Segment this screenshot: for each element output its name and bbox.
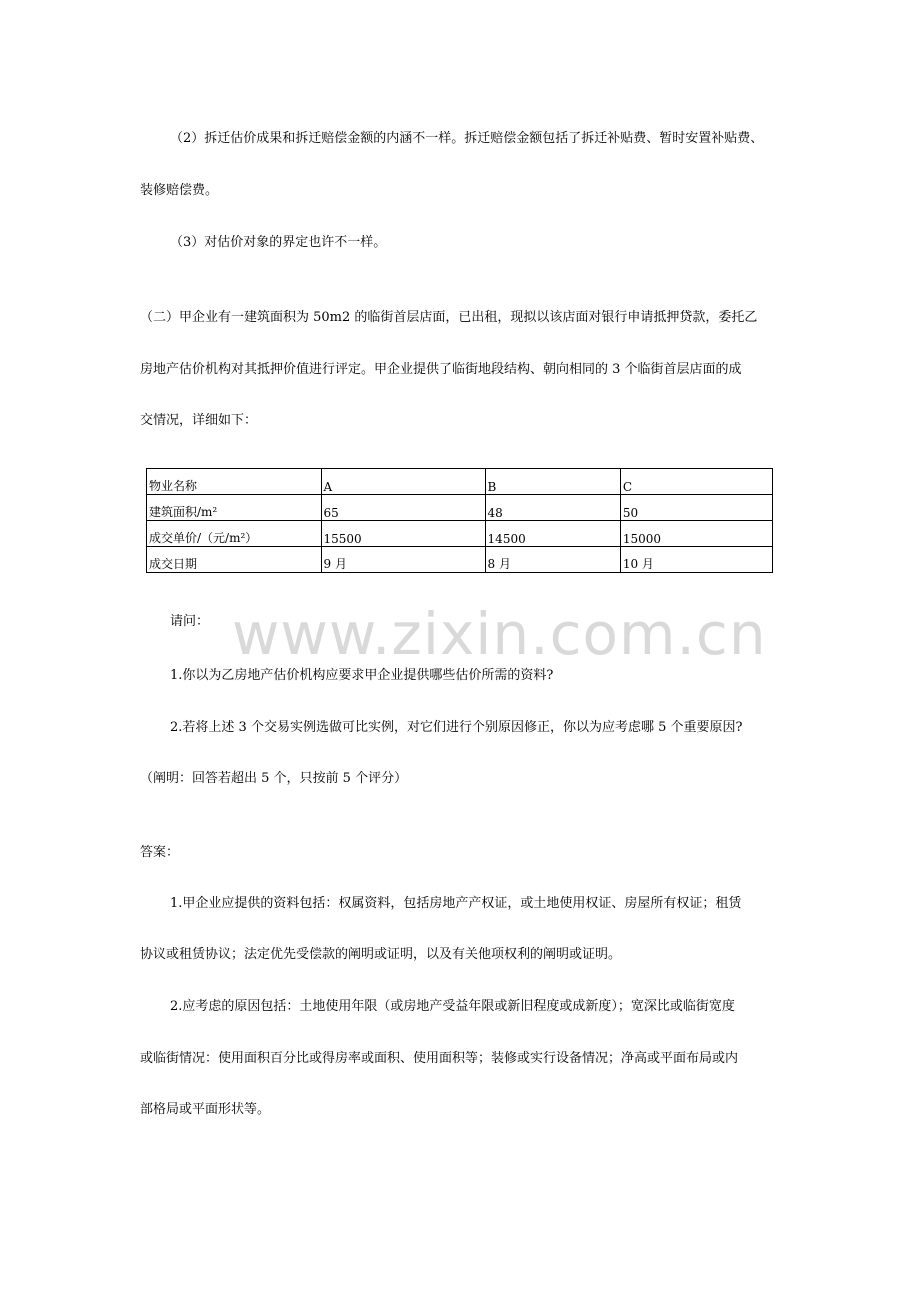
table-cell: A: [321, 469, 485, 495]
questions-intro: 请问：: [170, 614, 210, 629]
case-intro-line-3: 交情况，详细如下：: [140, 413, 258, 428]
table-cell: 15500: [321, 521, 485, 547]
paragraph-3: （3）对估价对象的界定也许不一样。: [170, 235, 387, 250]
answer-1-line-2: 协议或租赁协议；法定优先受偿款的阐明或证明，以及有关他项权利的阐明或证明。: [140, 947, 622, 962]
answer-2-line-2: 或临街情况：使用面积百分比或得房率或面积、使用面积等；装修或实行设备情况；净高或平面布局或内: [140, 1051, 739, 1066]
table-cell: 成交单价/（元/m²）: [147, 521, 322, 547]
answer-2-line-1: 2.应考虑的原因包括：土地使用年限（或房地产受益年限或新旧程度或成新度）；宽深比或临街宽度: [170, 999, 735, 1014]
table-cell: 9 月: [321, 547, 485, 573]
question-2: 2.若将上述 3 个交易实例选做可比实例，对它们进行个别原因修正，你以为应考虑哪 5 个重要原因?: [170, 720, 743, 735]
watermark: www.zixin.com.cn: [232, 600, 767, 668]
table-cell: 50: [620, 495, 772, 521]
table-cell: 8 月: [485, 547, 620, 573]
table-cell: 48: [485, 495, 620, 521]
table-row: [147, 469, 773, 495]
table-row: [147, 521, 773, 547]
table-cell: 成交日期: [147, 547, 322, 573]
table-cell: 建筑面积/m²: [147, 495, 322, 521]
table-cell: C: [620, 469, 772, 495]
paragraph-2-line-2: 装修赔偿费。: [140, 183, 219, 198]
table-cell: 物业名称: [147, 469, 322, 495]
table-cell: 15000: [620, 521, 772, 547]
case-intro-line-2: 房地产估价机构对其抵押价值进行评定。甲企业提供了临街地段结构、朝向相同的 3 个临街首层店面的成: [140, 362, 742, 377]
table-cell: B: [485, 469, 620, 495]
answer-2-line-3: 部格局或平面形状等。: [140, 1102, 271, 1117]
answer-1-line-1: 1.甲企业应提供的资料包括：权属资料，包括房地产产权证，或土地使用权证、房屋所有权证；租赁: [170, 896, 742, 911]
answers-title: 答案：: [140, 845, 180, 860]
case-intro-line-1: （二）甲企业有一建筑面积为 50m2 的临街首层店面，已出租，现拟以该店面对银行申请抵押贷款，委托乙: [140, 310, 758, 325]
transaction-table: [146, 468, 773, 573]
question-1: 1.你以为乙房地产估价机构应要求甲企业提供哪些估价所需的资料?: [170, 668, 554, 683]
table-cell: 65: [321, 495, 485, 521]
table-cell: 10 月: [620, 547, 772, 573]
paragraph-2-line-1: （2）拆迁估价成果和拆迁赔偿金额的内涵不一样。拆迁赔偿金额包括了拆迁补贴费、暂时安置补贴费、: [170, 131, 764, 146]
table-cell: 14500: [485, 521, 620, 547]
scoring-note: （阐明：回答若超出 5 个，只按前 5 个评分）: [140, 771, 408, 786]
table-row: [147, 495, 773, 521]
table-row: [147, 547, 773, 573]
